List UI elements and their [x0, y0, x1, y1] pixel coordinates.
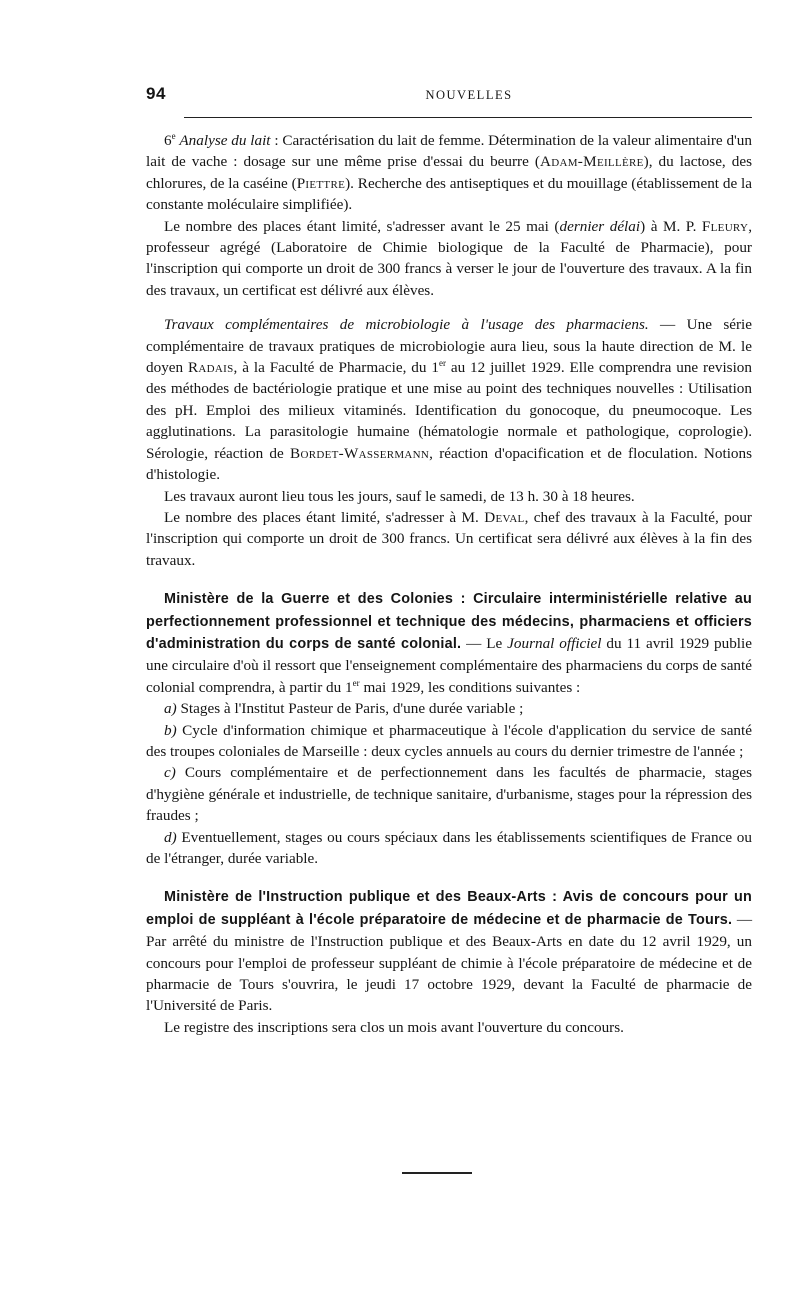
text: : Caractérisation du lait de femme. Détermination de la valeur alimentaire d'un lait de vache : dosage sur une même prise d'essai du beurre ( [146, 132, 752, 171]
deadline-note: dernier délai [559, 217, 641, 235]
text: mai 1929, les conditions suivantes : [359, 678, 581, 696]
person-name: Fleury [701, 217, 749, 235]
running-title: NOUVELLES [425, 88, 513, 102]
text: — Une série complémentaire de travaux pratiques de microbiologie aura lieu, sous la haute direction de M. le doyen [146, 316, 752, 377]
list-letter: c) [164, 764, 176, 782]
page-header [146, 82, 752, 112]
text: ). Recherche des antiseptiques et du mouillage (établissement de la constante moléculaire simplifiée). [146, 174, 752, 214]
list-text: Stages à l'Institut Pasteur de Paris, d'une durée variable ; [176, 700, 524, 718]
schedule-paragraph: Les travaux auront lieu tous les jours, sauf le samedi, de 13 h. 30 à 18 heures. [164, 487, 635, 505]
page-number: 94 [146, 84, 166, 103]
closing-paragraph: Le registre des inscriptions sera clos un mois avant l'ouverture du concours. [164, 1018, 624, 1036]
text: , professeur agrégé (Laboratoire de Chimie biologique de la Faculté de Pharmacie), pour l'inscription qui comporte un droit de 300 francs à verser le jour de l'ouverture des travaux. A la fin des travaux, un certificat est délivré aux élèves. [146, 217, 753, 299]
person-name: Radais [188, 359, 234, 377]
header-rule [184, 117, 752, 118]
text: ) à M. P. [640, 217, 702, 235]
war-ministry-paragraph [146, 588, 752, 698]
list-item-a [146, 698, 752, 719]
milk-analysis-paragraph [146, 130, 752, 216]
instruction-ministry-paragraph [146, 886, 752, 1016]
article-body [146, 130, 752, 1038]
text: Le nombre des places étant limité, s'adresser à M. [164, 508, 485, 526]
list-letter: a) [164, 700, 177, 718]
text: , chef des travaux à la Faculté, pour l'inscription qui comporte un droit de 300 francs. Un certificat sera délivré aux élèves à la fin des travaux. [146, 508, 752, 569]
list-item-d [146, 827, 752, 870]
ordinal-sup: er [352, 677, 360, 688]
person-name: Bordet-Wassermann [290, 444, 430, 462]
list-letter: b) [164, 721, 177, 739]
registration-paragraph [146, 216, 752, 302]
text: — Par arrêté du ministre de l'Instruction publique et des Beaux-Arts en date du 12 avril 1929, un concours pour l'emploi de professeur suppléant de chimie à l'école préparatoire de médecine et de pharmacie de Tours s'ouvrira, le jeudi 17 octobre 1929, devant la Faculté de pharmacie de l'Université de Paris. [146, 910, 753, 1015]
text: — Le [461, 634, 508, 652]
list-text: Cours complémentaire et de perfectionnement dans les facultés de pharmacie, stages d'hygiène générale et industrielle, de technique sanitaire, d'urbanisme, stages pour la répression des fraudes ; [146, 764, 752, 825]
author-name: Adam-Meillère [539, 153, 644, 171]
ordinal-sup: er [438, 358, 446, 368]
journal-name: Journal officiel [507, 634, 602, 652]
text: ), du lactose, des chlorures, de la caséine ( [146, 153, 753, 192]
text: , réaction d'opacification et de floculation. Notions d'histologie. [146, 444, 753, 484]
instruction-ministry-heading: Ministère de l'Instruction publique et des Beaux-Arts : Avis de concours pour un emploi de suppléant à l'école préparatoire de médecine et de pharmacie de Tours. [146, 889, 752, 928]
list-text: Eventuellement, stages ou cours spéciaux dans les établissements scientifiques de France ou de l'étranger, durée variable. [146, 828, 752, 867]
text: au 12 juillet 1929. Elle comprendra une revision des méthodes de bactériologie pratique et une mise au point des techniques nouvelles : Utilisation des pH. Emploi des milieux vitaminés. Identification du gonocoque, du pneumocoque. Les agglutinations. La parasitologie humaine (hématologie normale et pathologique, coprologie). Sérologie, réaction de [146, 359, 752, 462]
list-item-b [146, 720, 752, 763]
list-letter: d) [164, 828, 177, 846]
text: du 11 avril 1929 publie une circulaire d'où il ressort que l'enseignement complémentaire des pharmaciens du corps de santé colonial comprendra, à partir du 1 [146, 634, 752, 696]
list-item-c [146, 762, 752, 826]
milk-analysis-title: Analyse du lait [179, 132, 271, 149]
end-rule [402, 1172, 472, 1174]
person-name: Deval [484, 508, 525, 526]
item-number-sup: e [171, 130, 176, 141]
item-number: 6 [164, 132, 172, 149]
war-ministry-heading: Ministère de la Guerre et des Colonies : Circulaire interministérielle relative au perfectionnement professionnel et technique des médecins, pharmaciens et officiers d'administration du corps de santé colonial. [146, 591, 752, 652]
microbiology-paragraph [146, 314, 752, 485]
text: Le nombre des places étant limité, s'adresser avant le 25 mai ( [164, 217, 560, 235]
list-text: Cycle d'information chimique et pharmaceutique à l'école d'application du service de santé des troupes coloniales de Marseille : deux cycles annuels au cours du dernier trimestre de l'année ; [146, 721, 752, 760]
registration-paragraph-2 [146, 507, 752, 571]
author-name: Piettre [296, 174, 346, 192]
microbiology-title: Travaux complémentaires de microbiologie à l'usage des pharmaciens. [164, 316, 649, 334]
text: , à la Faculté de Pharmacie, du 1 [233, 359, 439, 377]
